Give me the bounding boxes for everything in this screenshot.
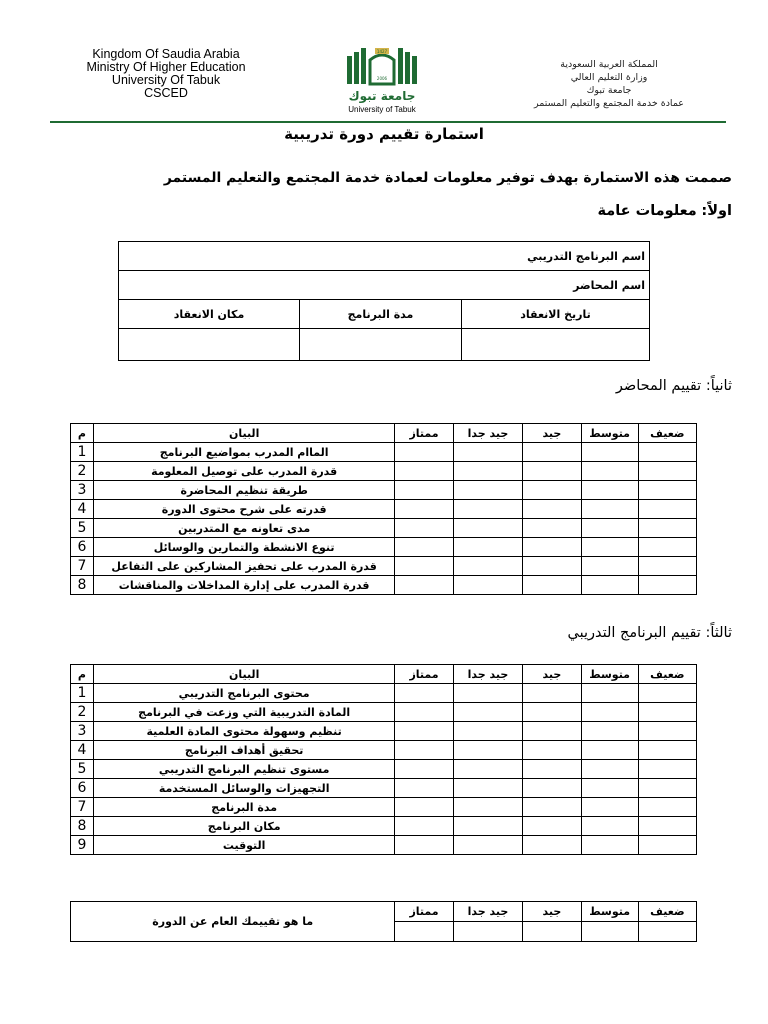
rating-cell-weak[interactable] [638,519,696,538]
rating-cell-excellent[interactable] [395,443,453,462]
row-statement: التوقيت [93,836,395,855]
rating-cell-weak[interactable] [638,462,696,481]
rating-cell-good[interactable] [523,741,581,760]
rating-cell-good[interactable] [523,684,581,703]
rating-cell-good[interactable] [523,798,581,817]
row-number: 7 [71,557,94,576]
col-header-excellent: ممتاز [395,424,453,443]
venue-label: مكان الانعقاد [119,300,300,329]
rating-cell-excellent[interactable] [395,462,453,481]
rating-cell-very-good[interactable] [453,722,523,741]
row-statement: قدرة المدرب على توصيل المعلومة [93,462,395,481]
col-header-average: متوسط [581,424,638,443]
col-header-statement: البيان [93,665,395,684]
table-row [71,684,697,703]
table-row [71,538,697,557]
rating-cell-weak[interactable] [638,557,696,576]
rating-cell-average[interactable] [581,817,638,836]
rating-cell-good[interactable] [523,922,581,942]
rating-cell-excellent[interactable] [395,684,453,703]
venue-input[interactable] [119,329,300,361]
form-title: استمارة تقييم دورة تدريبية [284,125,484,143]
program-name-field[interactable] [119,242,650,271]
rating-cell-weak[interactable] [638,922,696,942]
row-statement: طريقة تنظيم المحاضرة [93,481,395,500]
logo-year-top: 1427 [376,49,388,54]
table-row [71,557,697,576]
header-arabic-line: عمادة خدمة المجتمع والتعليم المستمر [534,98,684,109]
rating-cell-average[interactable] [581,703,638,722]
header-arabic-line: المملكة العربية السعودية [560,59,658,70]
rating-cell-average[interactable] [581,462,638,481]
table-row [71,462,697,481]
table-row [71,519,697,538]
table-row [71,722,697,741]
rating-cell-very-good[interactable] [453,817,523,836]
rating-cell-weak[interactable] [638,703,696,722]
rating-cell-average[interactable] [581,538,638,557]
rating-cell-very-good[interactable] [453,703,523,722]
row-number: 4 [71,500,94,519]
col-header-average: متوسط [581,902,638,922]
col-header-statement: البيان [93,424,395,443]
rating-cell-weak[interactable] [638,760,696,779]
university-logo [337,42,427,120]
duration-label: مدة البرنامج [300,300,462,329]
rating-cell-good[interactable] [523,443,581,462]
row-statement: مستوى تنظيم البرنامج التدريبي [93,760,395,779]
col-header-num: م [71,424,94,443]
rating-cell-average[interactable] [581,741,638,760]
rating-cell-weak[interactable] [638,684,696,703]
section3-prefix: ثالثاً: [705,625,732,641]
rating-cell-weak[interactable] [638,500,696,519]
header-arabic-line: وزارة التعليم العالي [570,72,648,83]
rating-cell-average[interactable] [581,557,638,576]
rating-cell-excellent[interactable] [395,922,453,942]
rating-cell-very-good[interactable] [453,922,523,942]
logo-arabic-name: جامعة تبوك [348,89,416,103]
row-number: 2 [71,462,94,481]
rating-cell-excellent[interactable] [395,703,453,722]
rating-cell-good[interactable] [523,817,581,836]
row-statement: محتوى البرنامج التدريبي [93,684,395,703]
table-row [71,798,697,817]
rating-cell-very-good[interactable] [453,500,523,519]
col-header-very-good: جيد جدا [453,665,523,684]
rating-cell-average[interactable] [581,798,638,817]
rating-cell-good[interactable] [523,557,581,576]
row-statement: مدة البرنامج [93,798,395,817]
rating-cell-weak[interactable] [638,779,696,798]
rating-cell-weak[interactable] [638,741,696,760]
rating-cell-average[interactable] [581,760,638,779]
rating-cell-very-good[interactable] [453,519,523,538]
col-header-very-good: جيد جدا [453,902,523,922]
table-row [71,576,697,595]
rating-cell-excellent[interactable] [395,557,453,576]
col-header-good: جيد [523,902,581,922]
program-rating-table [70,664,697,855]
rating-cell-average[interactable] [581,779,638,798]
rating-cell-excellent[interactable] [395,798,453,817]
row-number: 8 [71,576,94,595]
general-info-table [118,241,650,361]
rating-cell-very-good[interactable] [453,538,523,557]
row-number: 1 [71,443,94,462]
row-statement: مدى تعاونه مع المتدربين [93,519,395,538]
col-header-good: جيد [523,665,581,684]
row-statement: تنظيم وسهولة محتوى المادة العلمية [93,722,395,741]
table-row [71,760,697,779]
lecturer-rating-table [70,423,697,595]
row-number: 5 [71,519,94,538]
col-header-weak: ضعيف [638,665,696,684]
rating-cell-very-good[interactable] [453,760,523,779]
rating-cell-excellent[interactable] [395,500,453,519]
header-english-line: Ministry Of Higher Education [86,60,246,74]
logo-english-name: University of Tabuk [348,105,416,114]
rating-cell-very-good[interactable] [453,462,523,481]
col-header-average: متوسط [581,665,638,684]
row-number: 5 [71,760,94,779]
rating-cell-excellent[interactable] [395,722,453,741]
rating-cell-very-good[interactable] [453,779,523,798]
header-arabic [506,58,712,110]
section2-heading [616,378,732,394]
rating-cell-good[interactable] [523,519,581,538]
header-english-line: University Of Tabuk [111,73,221,87]
rating-cell-very-good[interactable] [453,481,523,500]
rating-cell-excellent[interactable] [395,481,453,500]
rating-cell-good[interactable] [523,462,581,481]
duration-input[interactable] [300,329,462,361]
header-arabic-line: جامعة تبوك [586,85,632,96]
lecturer-field[interactable] [119,271,650,300]
rating-cell-good[interactable] [523,779,581,798]
rating-cell-weak[interactable] [638,443,696,462]
rating-cell-weak[interactable] [638,817,696,836]
table-row [71,703,697,722]
rating-cell-weak[interactable] [638,538,696,557]
lecturer-label: اسم المحاضر [573,278,645,292]
section3-heading [568,625,733,641]
table-row [71,817,697,836]
date-input[interactable] [462,329,650,361]
section2-prefix: ثانياً: [705,378,732,394]
header-english-line: Kingdom Of Saudia Arabia [92,47,240,61]
row-statement: التجهيزات والوسائل المستخدمة [93,779,395,798]
header-english-line: CSCED [144,86,188,100]
col-header-excellent: ممتاز [395,665,453,684]
col-header-good: جيد [523,424,581,443]
rating-cell-average[interactable] [581,481,638,500]
rating-cell-weak[interactable] [638,576,696,595]
rating-cell-good[interactable] [523,722,581,741]
rating-cell-very-good[interactable] [453,798,523,817]
table-row [71,741,697,760]
row-number: 7 [71,798,94,817]
overall-question: ما هو تقييمك العام عن الدورة [71,902,395,942]
rating-cell-excellent[interactable] [395,817,453,836]
row-number: 6 [71,779,94,798]
rating-cell-excellent[interactable] [395,779,453,798]
rating-cell-excellent[interactable] [395,538,453,557]
col-header-excellent: ممتاز [395,902,453,922]
rating-cell-average[interactable] [581,519,638,538]
program-name-label: اسم البرنامج التدريبي [527,249,645,263]
row-statement: قدرة المدرب على إدارة المداخلات والمناقشات [93,576,395,595]
row-statement: الماام المدرب بمواضيع البرنامج [93,443,395,462]
col-header-num: م [71,665,94,684]
logo-year-bottom: 2006 [376,76,388,81]
rating-cell-very-good[interactable] [453,557,523,576]
rating-cell-good[interactable] [523,538,581,557]
row-number: 9 [71,836,94,855]
col-header-very-good: جيد جدا [453,424,523,443]
section3-title: تقييم البرنامج التدريبي [567,625,701,641]
rating-cell-good[interactable] [523,760,581,779]
rating-cell-good[interactable] [523,481,581,500]
section2-title: تقييم المحاضر [615,378,702,394]
header-english [66,48,266,100]
table-row [71,481,697,500]
row-statement: تحقيق أهداف البرنامج [93,741,395,760]
row-number: 3 [71,481,94,500]
row-number: 3 [71,722,94,741]
table-row [71,500,697,519]
row-number: 1 [71,684,94,703]
row-statement: قدرة المدرب على تحفيز المشاركين على التفاعل [93,557,395,576]
section1-heading [597,203,732,219]
row-number: 6 [71,538,94,557]
table-row [71,836,697,855]
form-subtitle: صممت هذه الاستمارة بهدف توفير معلومات لعمادة خدمة المجتمع والتعليم المستمر [163,170,732,186]
rating-cell-average[interactable] [581,836,638,855]
section1-title: معلومات عامة [597,203,697,219]
header-divider [50,121,726,123]
rating-cell-excellent[interactable] [395,760,453,779]
row-number: 4 [71,741,94,760]
rating-cell-average[interactable] [581,500,638,519]
rating-cell-good[interactable] [523,703,581,722]
rating-cell-very-good[interactable] [453,576,523,595]
date-label: تاريخ الانعقاد [462,300,650,329]
rating-cell-excellent[interactable] [395,836,453,855]
rating-cell-average[interactable] [581,443,638,462]
rating-cell-good[interactable] [523,836,581,855]
col-header-weak: ضعيف [638,424,696,443]
rating-cell-weak[interactable] [638,481,696,500]
section1-prefix: اولاً: [701,203,732,219]
row-number: 8 [71,817,94,836]
rating-cell-average[interactable] [581,722,638,741]
col-header-weak: ضعيف [638,902,696,922]
row-statement: قدرته على شرح محتوى الدورة [93,500,395,519]
rating-cell-good[interactable] [523,500,581,519]
row-statement: مكان البرنامج [93,817,395,836]
rating-cell-average[interactable] [581,576,638,595]
row-statement: تنوع الانشطة والتمارين والوسائل [93,538,395,557]
rating-cell-average[interactable] [581,922,638,942]
rating-cell-very-good[interactable] [453,443,523,462]
rating-cell-very-good[interactable] [453,741,523,760]
rating-cell-excellent[interactable] [395,576,453,595]
rating-cell-weak[interactable] [638,798,696,817]
row-number: 2 [71,703,94,722]
row-statement: المادة التدريبية التي وزعت في البرنامج [93,703,395,722]
table-row [71,443,697,462]
rating-cell-weak[interactable] [638,722,696,741]
rating-cell-average[interactable] [581,684,638,703]
rating-cell-good[interactable] [523,576,581,595]
table-row [71,779,697,798]
rating-cell-excellent[interactable] [395,519,453,538]
overall-rating-table [70,901,697,942]
rating-cell-weak[interactable] [638,836,696,855]
rating-cell-very-good[interactable] [453,684,523,703]
rating-cell-excellent[interactable] [395,741,453,760]
rating-cell-very-good[interactable] [453,836,523,855]
